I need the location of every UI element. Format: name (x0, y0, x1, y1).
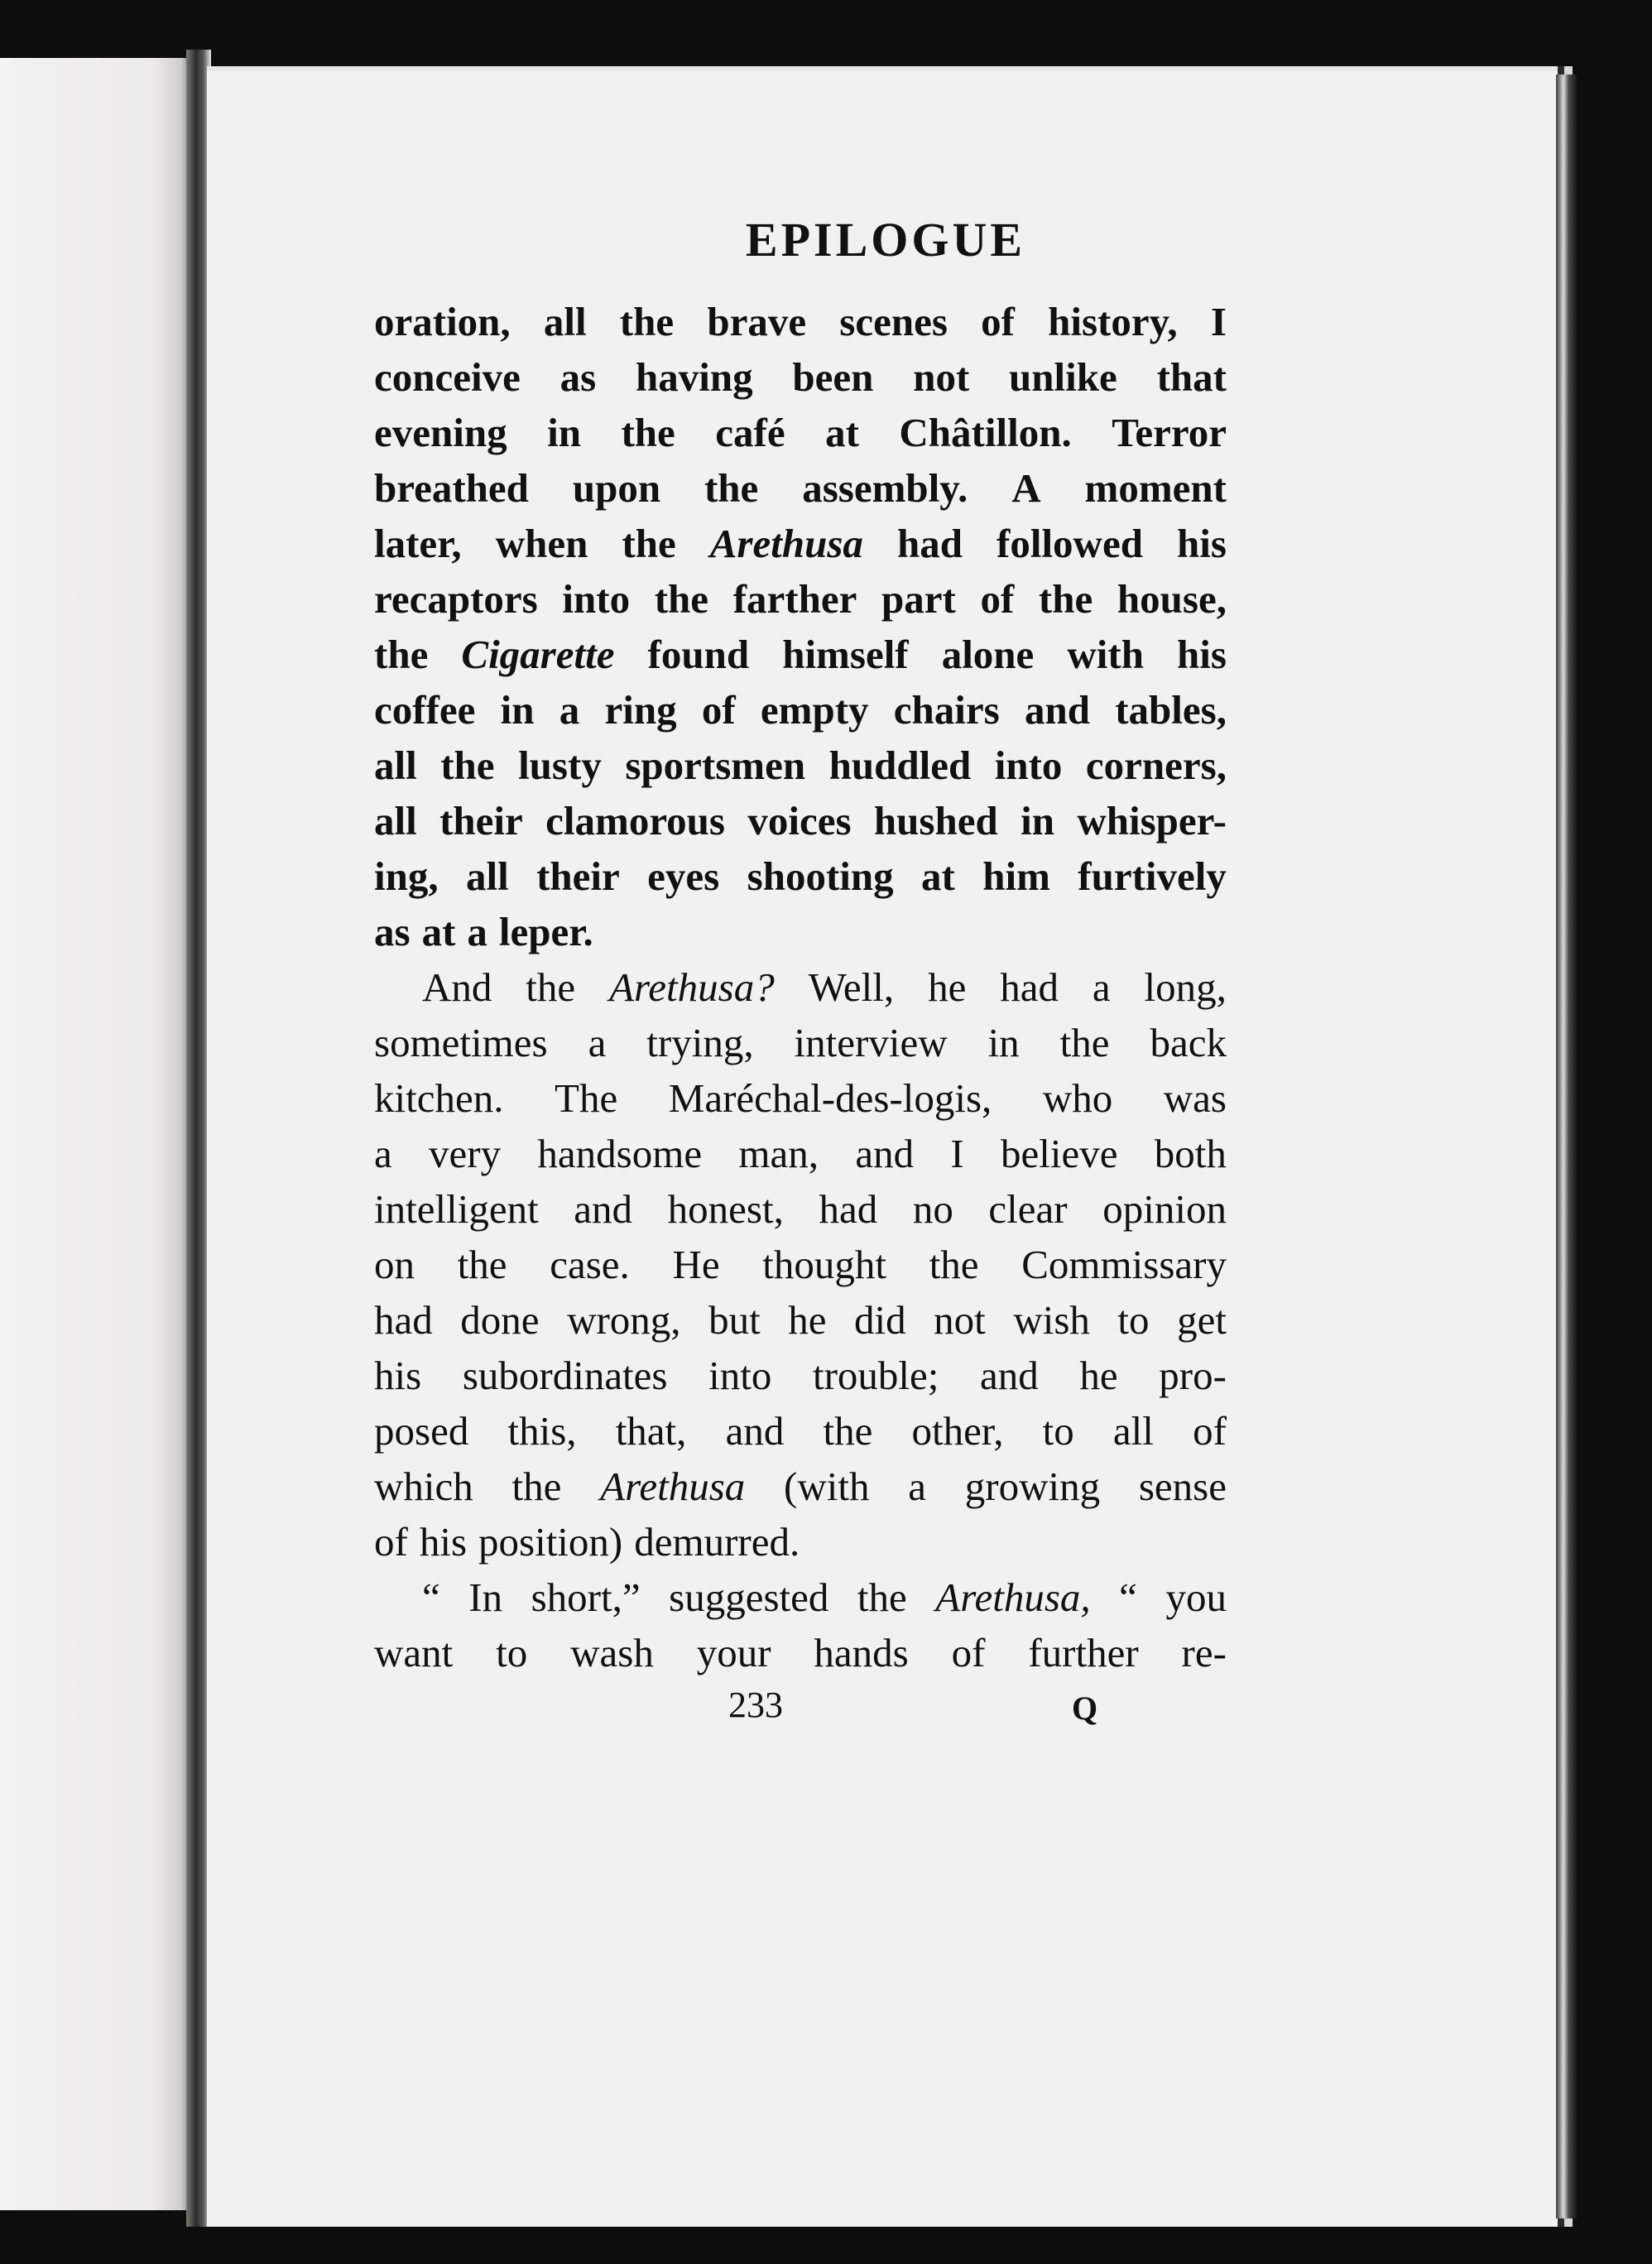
facing-page-edge (0, 58, 190, 2210)
text-line: the Cigarette found himself alone with his (374, 632, 1227, 677)
text-line: recaptors into the farther part of the house, (374, 576, 1227, 622)
text-line: which the Arethusa (with a growing sense (374, 1464, 1227, 1509)
text-line: a very handsome man, and I believe both (374, 1131, 1227, 1176)
text-line: “ In short,” suggested the Arethusa, “ you (422, 1574, 1227, 1620)
text-line: all the lusty sportsmen huddled into corners, (374, 743, 1227, 788)
text-line: And the Arethusa? Well, he had a long, (422, 964, 1227, 1010)
text-line: sometimes a trying, interview in the back (374, 1020, 1227, 1065)
text-line: breathed upon the assembly. A moment (374, 465, 1227, 511)
page-number: 233 (728, 1685, 783, 1725)
text-line: oration, all the brave scenes of history, I (374, 299, 1227, 344)
text-line: want to wash your hands of further re- (374, 1630, 1227, 1675)
text-line: conceive as having been not unlike that (374, 354, 1227, 400)
text-line: had done wrong, but he did not wish to get (374, 1297, 1227, 1343)
text-line: intelligent and honest, had no clear opinion (374, 1186, 1227, 1232)
text-line: as at a leper. (374, 909, 593, 954)
text-line: on the case. He thought the Commissary (374, 1242, 1227, 1287)
text-line: ing, all their eyes shooting at him furtively (374, 853, 1227, 899)
text-line: all their clamorous voices hushed in whisper- (374, 798, 1227, 844)
text-line: his subordinates into trouble; and he pro- (374, 1353, 1227, 1398)
text-line: kitchen. The Maréchal-des-logis, who was (374, 1075, 1227, 1121)
text-line: of his position) demurred. (374, 1519, 800, 1565)
signature-mark: Q (1072, 1690, 1098, 1727)
text-line: later, when the Arethusa had followed his (374, 521, 1227, 566)
body-text (374, 294, 1227, 1680)
running-head: EPILOGUE (745, 213, 1026, 267)
text-line: posed this, that, and the other, to all of (374, 1408, 1227, 1454)
text-line: coffee in a ring of empty chairs and tables, (374, 687, 1227, 733)
page-fore-edge (1556, 75, 1578, 2218)
text-line: evening in the café at Châtillon. Terror (374, 410, 1227, 455)
